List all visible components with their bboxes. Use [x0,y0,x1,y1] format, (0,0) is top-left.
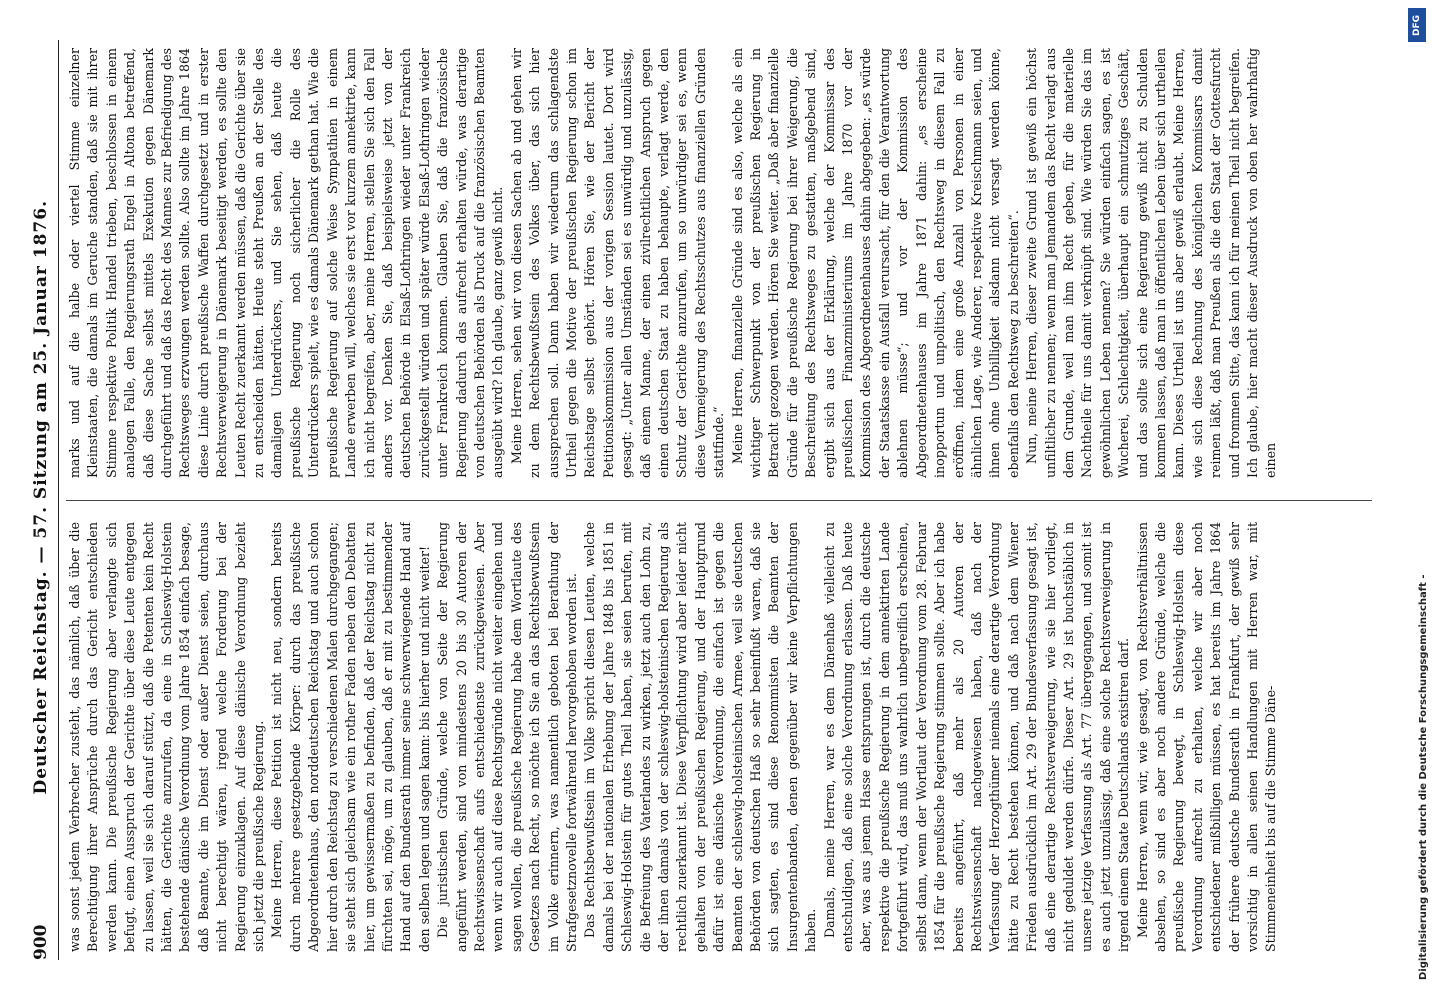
paragraph: Meine Herren, sehen wir von diesen Sachen ab und gehen wir zu dem Rechtsbewußtsein des Volkes über, das sich hier aussprechen soll. Dann haben wir wiederum das schlagendste Urtheil gegen die Motive der preußischen Regierung schon im Reichstage selbst gehört. Hören Sie, wie der Bericht der Petitionskommission aus der vorigen Session lautet. Dort wird gesagt: „Unter allen Umständen sei es unwürdig und unzulässig, daß einem Manne, der einen zivilrechtlichen Anspruch gegen einen deutschen Staat zu haben behaupte, verlagt werde, den Schutz der Gerichte anzurufen, um so unwürdiger sei es, wenn diese Vermeigerung des Rechtsschutzes aus finanziellen Gründen stattfinde.“ [508,48,727,478]
paragraph: Nun, meine Herren, dieser zweite Grund ist gewiß ein höchst unfiltlicher zu nennen; wenn man Jemandem das Recht verlagt aus dem Grunde, weil man ihm Recht geben, für die materielle Nachtheile für uns damit verknüpft sind. Wie würden Sie das im gewöhnlichen Leben nennen? Sie würden einfach sagen, es ist Wucherei, Schlechtigkeit, überhaupt ein schmutziges Geschäft, und das sollte sich eine Regierung gewiß nicht zu Schulden kommen lassen, daß man in öffentlichen Leben über sich urtheilen kann. Dieses Urtheil ist uns aber gewiß erlaubt. Meine Herren, wie sich diese Rechnung des königlichen Kommissars damit reimen läßt, daß man Preußen als die den Staat der Gottesfurcht und frommen Sitte, das kann ich für meinen Theil nicht begreifen. Ich glaube, hier macht dieser Ausdruck von oben her wahrhaftig einen [1024,48,1279,478]
right-column [66,48,1392,478]
paragraph: marks und auf die halbe oder viertel Stimme einzelner Kleinstaaten, die damals im Geruche standen, daß sie mit ihrer Stimme respektive Politik Handel trieben, beschlossen in einem analogen Falle, den Regierungsrath Engel in Altona betreffend, daß diese Sache selbst mittels Exekution gegen Dänemark durchgeführt und daß das Recht des Mannes zur Befriedigung des Rechtsweges erzwungen werden sollte. Also sollte im Jahre 1864 diese Linie durch preußische Waffen durchgesetzt und in erster Rechtsverweigerung in Dänemark beseitigt werden, es sollte den Leuten Recht zuerkannt werden müssen, daß die Gerichte über sie zu entscheiden hätten. Heute steht Preußen an der Stelle des damaligen Unterdrückers, und Sie sehen, daß heute die preußische Regierung noch sicherlicher die Rolle des Unterdrückers spielt, wie es damals Dänemark gethan hat. Wie die preußische Regierung auf solche Weise Sympathien in einem Lande erwerben will, welches sie erst vor kurzem annektirte, kann ich nicht begreifen, aber, meine Herren, stellen Sie sich den Fall anders vor. Denken Sie, daß beispielsweise jetzt von der deutschen Behörde in Elsaß-Lothringen wieder unter Frankreich zurückgestellt würden und später würde Elsaß-Lothringen wieder unter Frankreich kommen. Glauben Sie, daß die französische Regierung dadurch das aufrecht erhalten würde, was derartige von deutschen Behörden als Druck auf die französischen Beamten ausgeübt wird? Ich glaube, ganz gewiß nicht. [67,48,506,478]
paragraph: Das Rechtsbewußtsein im Volke spricht diesen Leuten, welche damals bei der nationalen Erhebung der Jahre 1848 bis 1851 in Schleswig-Holstein für gutes Theil haben, sie seien berufen, mit die Befreiung des Vaterlandes zu wirken, jetzt auch den Lohn zu, der ihnen damals von der schleswig-holsteinischen Regierung als rechtlich zuerkannt ist. Diese Verpflichtung wird aber leider nicht gehalten von der preußischen Regierung, und der Hauptgrund dafür ist eine dänische Verordnung, die einfach ist gegen die Beamten der schleswig-holsteinischen Armee, weil sie deutschen Behörden von deutschen Haß so sehr beeinflußt waren, daß sie sich sagten, es sind diese Renommisten die Beamten der Insurgentenbanden, denen gegenüber wir keine Verpflichtungen haben. [582,522,819,952]
paragraph: Meine Herren, wenn wir, wie gesagt, von Rechtsverhältnissen absehen, so sind es aber noch andere Gründe, welche die preußische Regierung bewegt, in Schleswig-Holstein diese Verordnung aufrecht zu erhalten, welche wir aber noch entschiedener mißbilligen müssen, es hat bereits im Jahre 1864 der frühere deutsche Bundesrath in Frankfurt, der gewiß sehr vorsichtig in allen seinen Handlungen mit Herren war, mit Stimmeneinheit bis auf die Stimme Däne- [1134,522,1279,952]
running-title: Deutscher Reichstag. — 57. Sitzung am 25. Januar 1876. [31,200,51,795]
paragraph: Die juristischen Gründe, welche von Seite der Regierung angeführt werden, sind von mindestens 20 bis 30 Autoren der Rechtswissenschaft aufs entschiedenste zurückgewiesen. Aber wenn wir auch auf diese Rechtsgründe nicht weiter eingehen und sagen wollen, die preußische Regierung habe dem Wortlaute des Gesetzes nach Recht, so möchte ich Sie an das Rechtsbewußtsein im Volke erinnern, was namentlich geboten bei Berathung der Strafgesetznovelle fortwährend hervorgehoben worden ist. [435,522,579,952]
header-rule [58,40,59,960]
paragraph: Meine Herren, finanzielle Gründe sind es also, welche als ein wichtiger Schwerpunkt von der preußischen Regierung in Betracht gezogen werden. Hören Sie weiter. „Daß aber finanzielle Gründe für die preußische Regierung bei ihrer Weigerung, die Beschreitung des Rechtsweges zu gestatten, maßgebend sind, ergibt sich aus der Erklärung, welche der Kommissar des preußischen Finanzministeriums im Jahre 1870 vor der Kommission des Abgeordnetenhauses dahin abgegeben: „es würde der Staatskasse ein Ausfall verursacht, für den die Verantwortung ablehnen müsse“; und vor der Kommission des Abgeordnetenhauses im Jahre 1871 dahin: „es erscheine inopportun und unpolitisch, den Rechtsweg in diesem Fall zu eröffnen, indem eine große Anzahl von Personen in einer ähnlichen Lage, wie Anderer, respektive Kreischmann seien, und ihnen ohne Unbilligkeit alsdann nicht versagt werden könne, ebenfalls den Rechtsweg zu beschreiten“. [729,48,1021,478]
paragraph: Meine Herren, diese Petition ist nicht neu, sondern bereits durch mehrere gesetzgebende Körper: durch das preußische Abgeordnetenhaus, den norddeutschen Reichstag und auch schon hier durch den Reichstag zu verschiedenen Malen durchgegangen; sie steht sich gleichsam wie ein rother Faden neben den Debatten hier, um gewissermaßen zu befinden, daß der Reichstag nicht zu fürchten sei, möge, um zu glauben, daß er mit zu bestimmender Hand auf den Bundesrath immer seine schwerwiegende Hand auf den selben legen und sagen kann: bis hierher und nicht weiter! [269,522,432,952]
digitization-credit: Digitalisierung gefördert durch die Deutsche Forschungsgemeinschaft - [1418,574,1429,980]
dfg-logo: DFG [1408,8,1426,42]
paragraph: Damals, meine Herren, war es dem Dänenhaß vielleicht zu entschuldigen, daß eine solche Verordnung erlassen. Daß heute aber, was aus jenem Hasse entsprungen ist, durch die deutsche respektive die preußische Regierung in dem annektirten Lande fortgeführt wird, das muß uns wahrlich unbegreiflich erscheinen, selbst dann, wenn der Wortlaut der Verordnung vom 28. Februar 1854 für die preußische Regierung stimmen sollte. Aber ich habe bereits angeführt, daß mehr als 20 Autoren der Rechtswissenschaft nachgewiesen haben, daß nach der Verfassung der Herzogthümer niemals eine derartige Verordnung hätte zu Recht bestehen können, und daß nach dem Wiener Frieden ausdrücklich im Art. 29 der Bundesverfassung gesagt ist, daß eine derartige Rechtsverweigerung, wie sie hier vorliegt, nicht geduldet werden dürfe. Dieser Art. 29 ist buchstäblich in unsere jetzige Verfassung als Art. 77 übergegangen, und somit ist es auch jetzt unzulässig, daß eine solche Rechtsverweigerung in irgend einem Staate Deutschlands existiren darf. [821,522,1132,952]
page-number: 900 [31,924,51,960]
page-header [28,40,54,960]
left-column [66,522,1392,952]
paragraph: was sonst jedem Verbrecher zusteht, das nämlich, daß über die Berechtigung ihrer Ansprüche durch das Gericht entschieden werden kann. Die preußische Regierung aber verlangte sich befugt, einen Ausspruch der Gerichte über diese Leute entgegen zu lassen, weil sie sich darauf stützt, daß die Petenten kein Recht hätten, die Gerichte anzurufen, da eine in Schleswig-Holstein bestehende dänische Verordnung vom Jahre 1854 einfach besage, daß Beamte, die im Dienst oder außer Dienst seien, durchaus nicht berechtigt wären, irgend welche Forderung bei der Regierung einzuklagen. Auf diese dänische Verordnung bezieht sich jetzt die preußische Regierung. [67,522,267,952]
column-divider [66,500,1372,501]
